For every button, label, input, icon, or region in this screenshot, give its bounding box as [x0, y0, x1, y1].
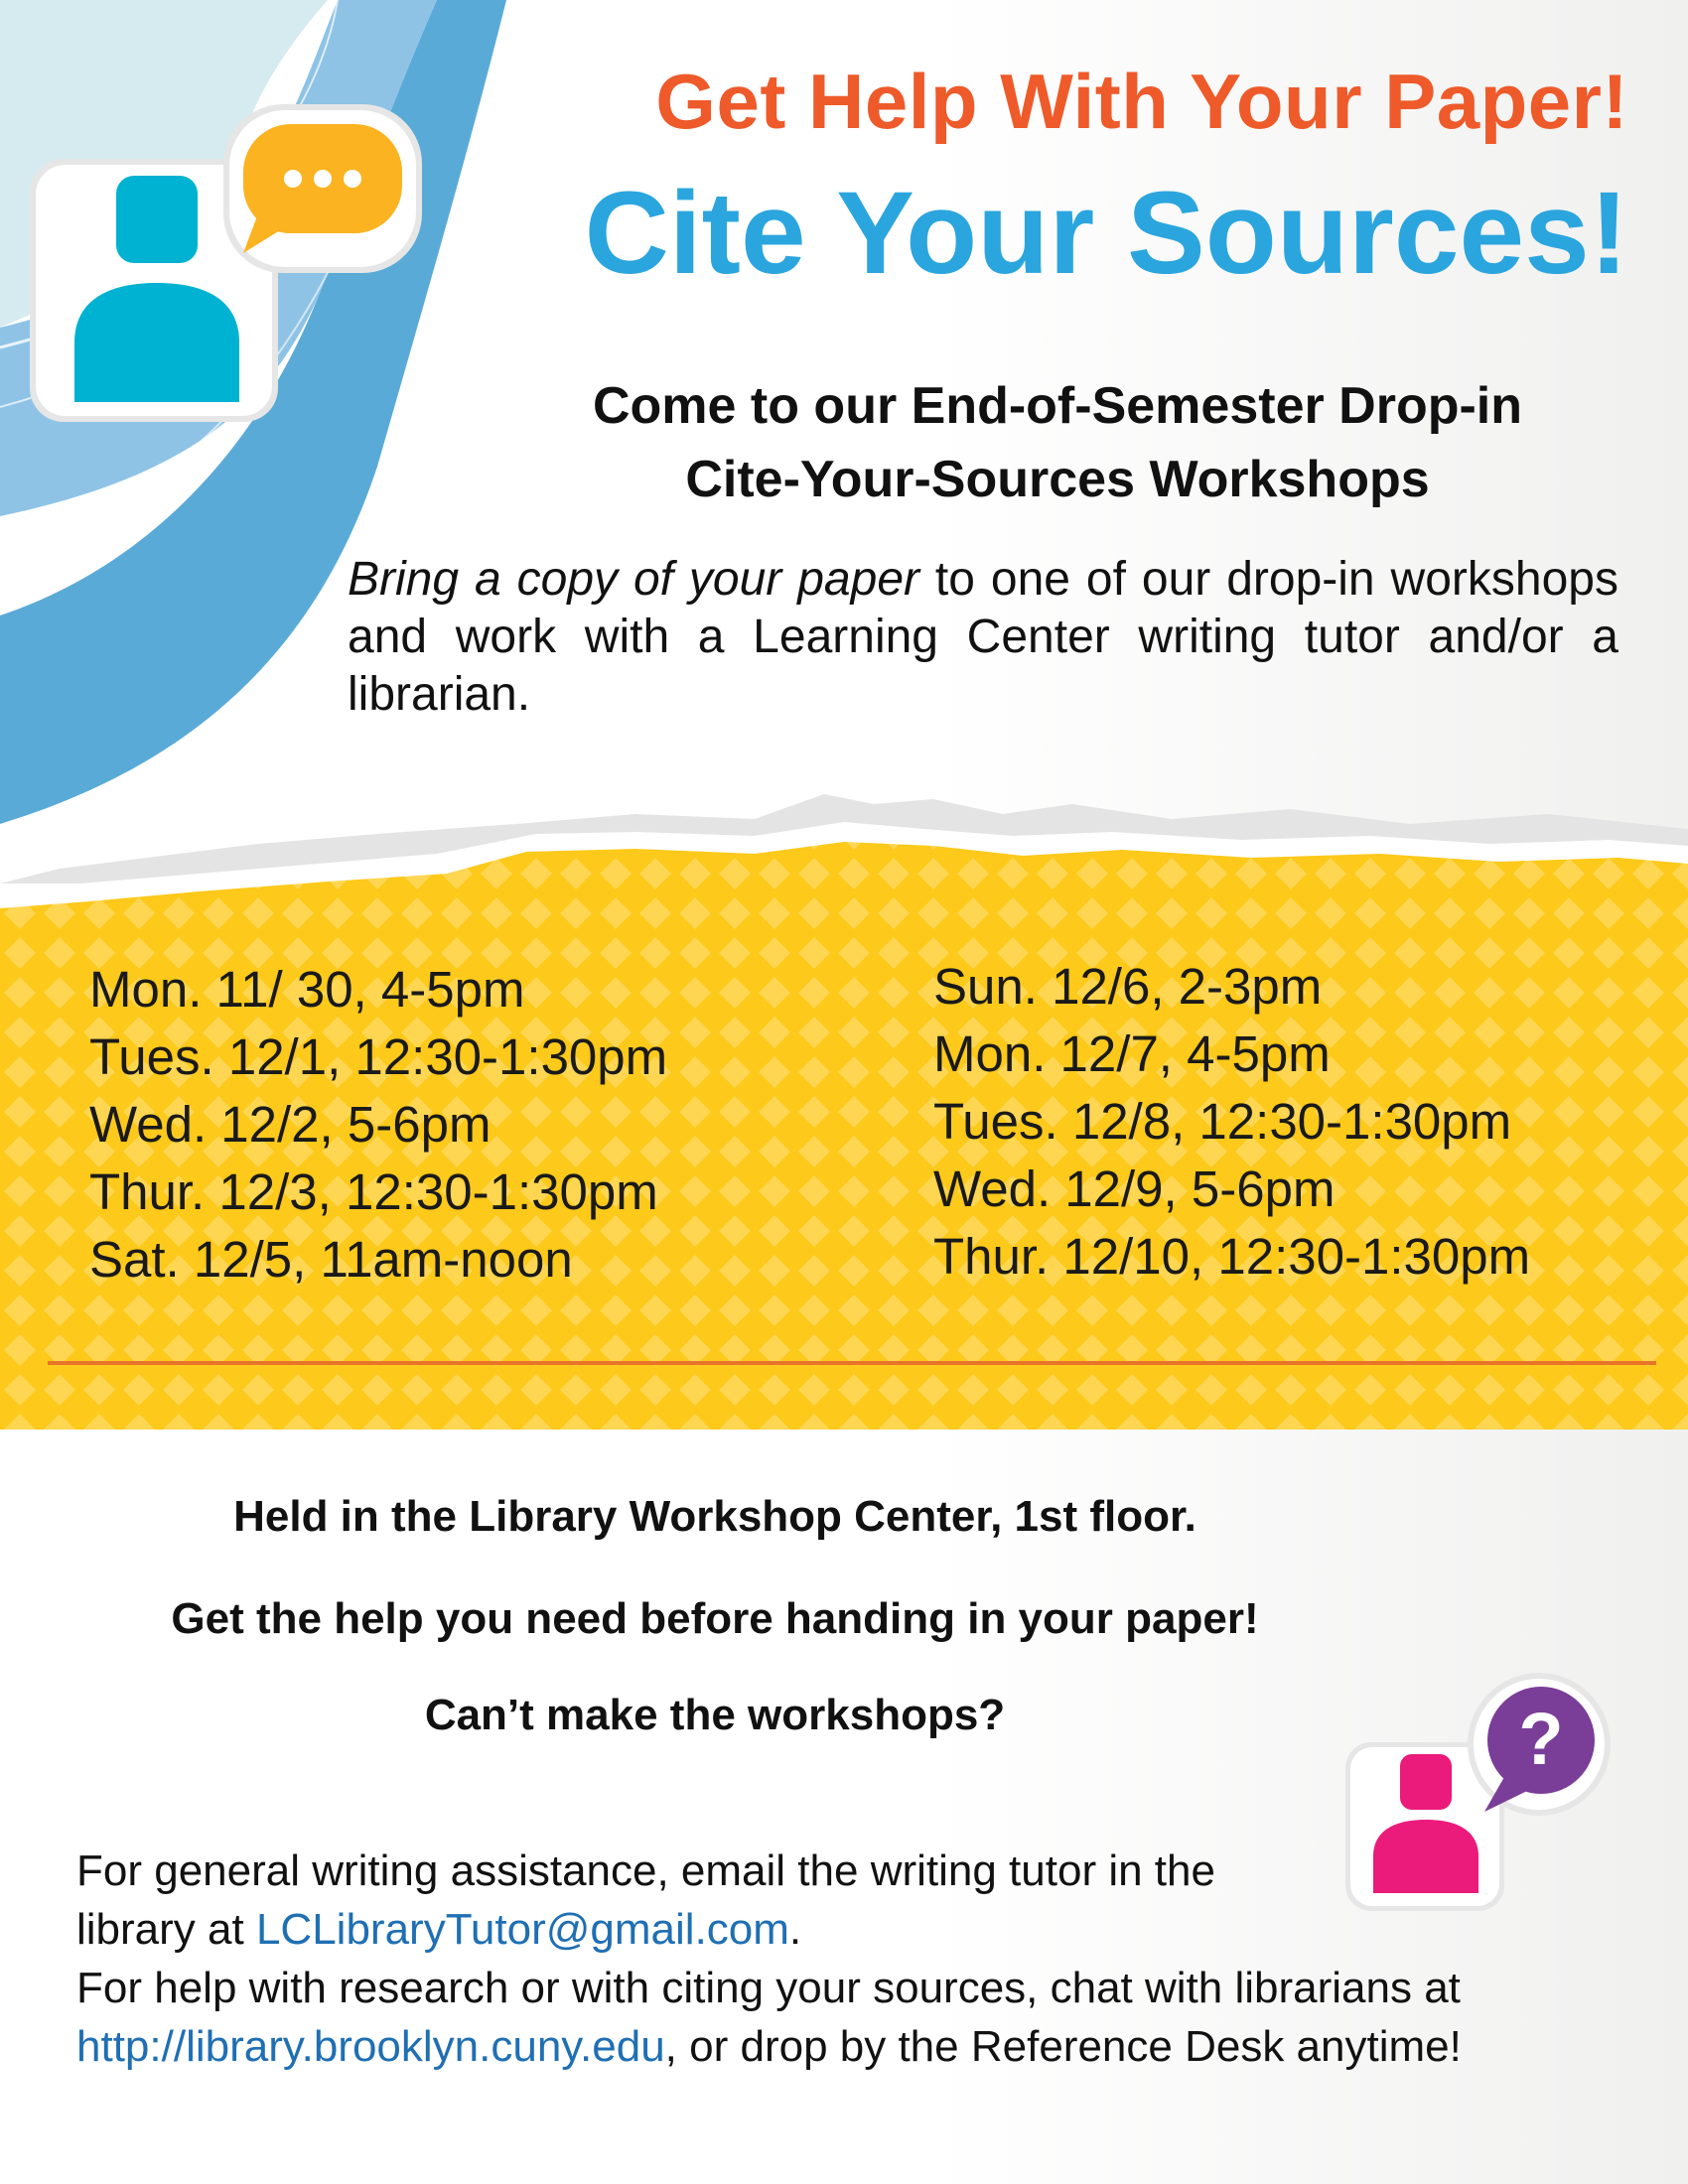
writing-assistance-intro: For general writing assistance, email the writing tutor in the library at	[76, 1846, 1215, 1954]
help-text: Get the help you need before handing in your paper!	[171, 1594, 1259, 1643]
schedule-item: Thur. 12/10, 12:30-1:30pm	[933, 1228, 1531, 1285]
schedule-item: Thur. 12/3, 12:30-1:30pm	[89, 1163, 658, 1220]
schedule-item: Wed. 12/2, 5-6pm	[89, 1096, 492, 1153]
contact-info	[76, 1842, 1645, 2076]
schedule-column-left	[89, 956, 667, 1294]
library-website-link[interactable]: http://library.brooklyn.cuny.edu	[76, 2022, 665, 2071]
writing-assistance-end: .	[788, 1905, 802, 1954]
writing-assistance-text	[76, 1842, 1298, 1959]
tutor-email-link[interactable]: LCLibraryTutor@gmail.com	[255, 1905, 789, 1954]
schedule-item: Wed. 12/9, 5-6pm	[933, 1160, 1336, 1217]
intro-emphasis: Bring a copy of your paper	[348, 553, 919, 606]
research-help-text	[76, 1959, 1645, 2076]
subheading-line2: Cite-Your-Sources Workshops	[685, 451, 1430, 508]
intro-text: to one of our drop-in workshops and work with a Learning Center writing tutor and/or a librarian.	[348, 553, 1618, 721]
subheading-line1: Come to our End-of-Semester Drop-in	[592, 377, 1523, 435]
schedule-column-right	[933, 953, 1530, 1291]
chat-bubble-icon	[223, 104, 422, 273]
location-text: Held in the Library Workshop Center, 1st floor.	[233, 1492, 1196, 1541]
schedule-item: Sat. 12/5, 11am-noon	[89, 1231, 573, 1288]
schedule-item: Mon. 11/ 30, 4-5pm	[89, 961, 525, 1018]
intro-paragraph	[348, 551, 1618, 724]
question-text: Can’t make the workshops?	[424, 1691, 1006, 1739]
schedule-item: Tues. 12/1, 12:30-1:30pm	[89, 1028, 668, 1085]
user-chat-icon	[30, 104, 427, 422]
schedule-item: Sun. 12/6, 2-3pm	[933, 958, 1323, 1015]
page-title-line2: Cite Your Sources!	[584, 168, 1628, 299]
subheading	[437, 369, 1678, 516]
schedule-item: Mon. 12/7, 4-5pm	[933, 1025, 1331, 1082]
page-title-line1: Get Help With Your Paper!	[655, 58, 1628, 145]
schedule-item: Tues. 12/8, 12:30-1:30pm	[933, 1093, 1512, 1150]
research-help-intro: For help with research or with citing your sources, chat with librarians at	[76, 1964, 1461, 2012]
question-bubble-icon	[1468, 1673, 1611, 1816]
research-help-end: , or drop by the Reference Desk anytime!	[664, 2022, 1462, 2071]
question-mark-glyph: ?	[1518, 1698, 1564, 1780]
